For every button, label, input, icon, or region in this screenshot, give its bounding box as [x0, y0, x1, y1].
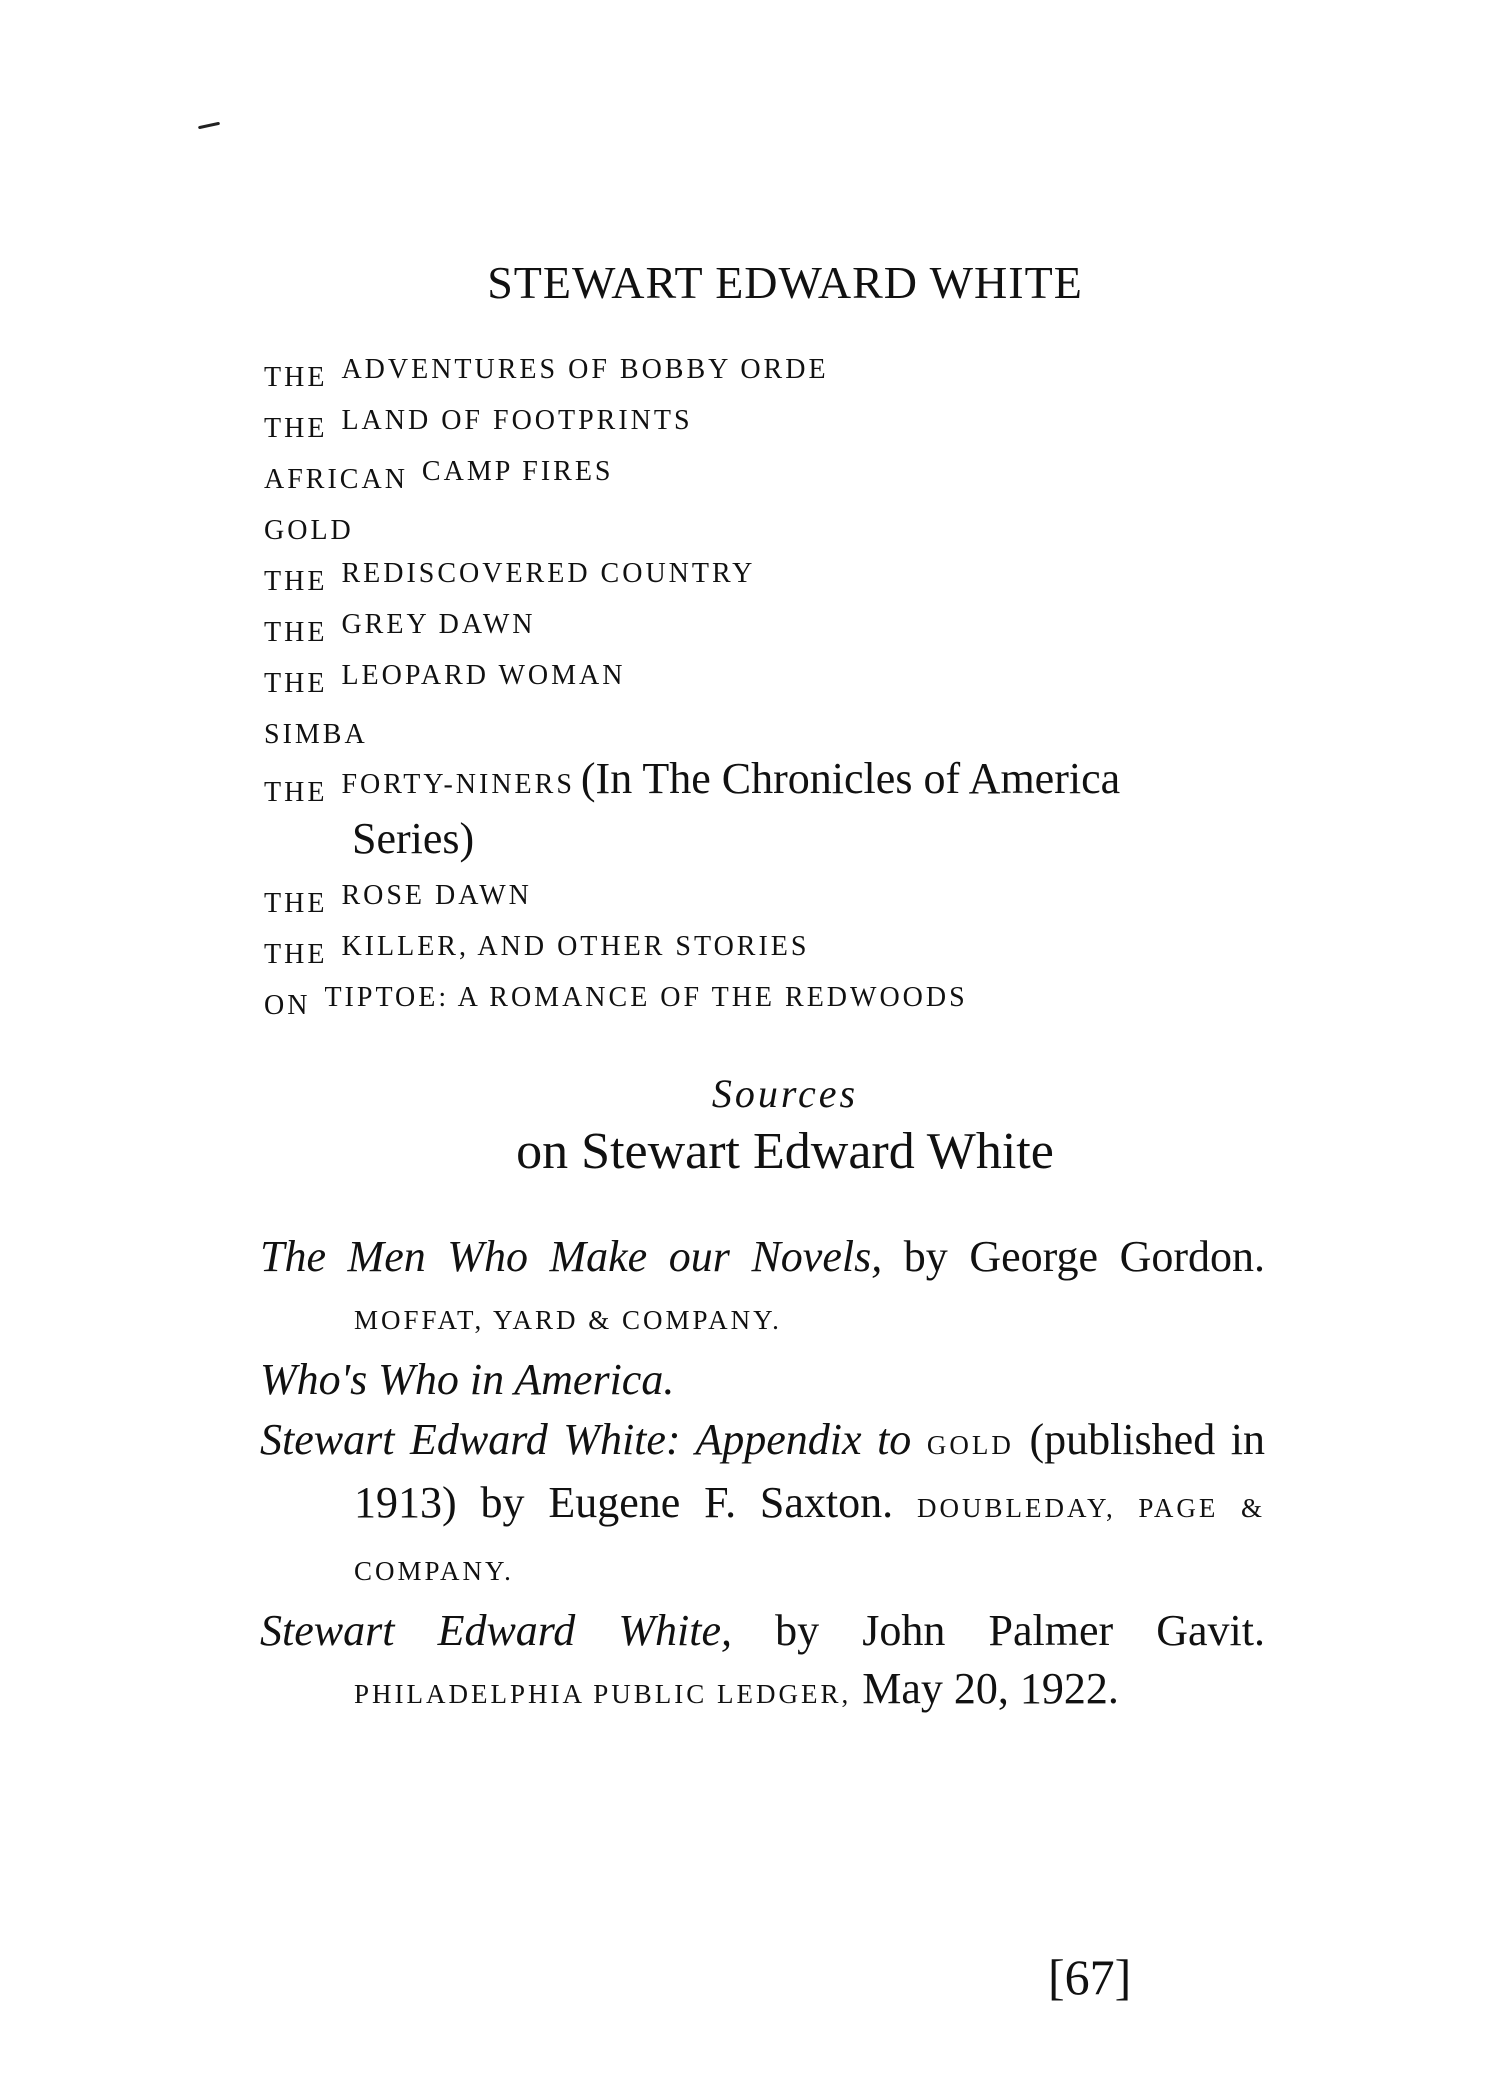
work-first-word: THE	[264, 413, 328, 444]
scan-speck	[198, 122, 220, 130]
work-item	[264, 870, 1284, 921]
reference-publisher: MOFFAT, YARD & COMPANY.	[354, 1305, 782, 1335]
reference-item	[260, 1411, 1265, 1600]
reference-work-title: GOLD	[926, 1430, 1014, 1460]
work-rest: FORTY-NINERS	[341, 769, 575, 800]
work-first-word: SIMBA	[264, 719, 368, 750]
work-rest: TIPTOE: A ROMANCE OF THE REDWOODS	[324, 982, 968, 1013]
reference-title: The Men Who Make our Novels,	[260, 1232, 883, 1281]
sources-title: on Stewart Edward White	[516, 1123, 1054, 1180]
work-item	[264, 972, 1284, 1023]
reference-title: Stewart Edward White: Appendix to	[260, 1415, 912, 1464]
reference-text: by George Gordon.	[882, 1232, 1266, 1281]
work-item	[264, 650, 1284, 701]
work-rest: GREY DAWN	[341, 609, 536, 640]
work-item	[264, 497, 1284, 548]
reference-item	[260, 1602, 1265, 1723]
work-rest: REDISCOVERED COUNTRY	[341, 558, 756, 589]
reference-date: May 20, 1922.	[851, 1664, 1119, 1713]
work-item	[264, 752, 1284, 866]
reference-title: Stewart Edward White,	[260, 1606, 733, 1655]
reference-text: (published in 1913) by Eugene F. Saxton.	[354, 1415, 1266, 1527]
works-list	[264, 344, 1284, 1023]
work-rest: LEOPARD WOMAN	[341, 660, 626, 691]
reference-publisher: PHILADELPHIA PUBLIC LEDGER,	[354, 1679, 852, 1709]
work-rest: ROSE DAWN	[341, 880, 532, 911]
reference-text: by John Palmer Gavit.	[732, 1606, 1265, 1655]
work-item	[264, 548, 1284, 599]
work-first-word: AFRICAN	[264, 464, 408, 495]
reference-publisher: DOUBLEDAY, PAGE & COMPANY.	[354, 1493, 1265, 1586]
work-first-word: THE	[264, 888, 328, 919]
work-note: (In The Chronicles of America	[580, 754, 1121, 803]
work-item	[264, 701, 1284, 752]
work-item	[264, 599, 1284, 650]
work-first-word: GOLD	[264, 515, 354, 546]
author-heading: STEWART EDWARD WHITE	[487, 257, 1083, 308]
sources-label: Sources	[711, 1071, 859, 1116]
work-rest: KILLER, AND OTHER STORIES	[341, 931, 810, 962]
work-item	[264, 395, 1284, 446]
work-rest: LAND OF FOOTPRINTS	[341, 405, 693, 436]
work-first-word: THE	[264, 777, 328, 808]
work-rest: CAMP FIRES	[421, 456, 614, 487]
references-list	[260, 1228, 1265, 1725]
work-first-word: THE	[264, 617, 328, 648]
work-first-word: THE	[264, 939, 328, 970]
page-number: [67]	[1048, 1949, 1132, 2005]
work-item	[264, 446, 1284, 497]
reference-title: Who's Who in America.	[260, 1355, 675, 1404]
work-note-continuation: Series)	[352, 814, 475, 863]
work-rest: ADVENTURES OF BOBBY ORDE	[341, 354, 829, 385]
work-first-word: THE	[264, 362, 328, 393]
reference-item	[260, 1351, 1265, 1409]
work-first-word: ON	[264, 990, 311, 1021]
work-first-word: THE	[264, 668, 328, 699]
work-first-word: THE	[264, 566, 328, 597]
work-item	[264, 921, 1284, 972]
reference-item	[260, 1228, 1265, 1349]
work-item	[264, 344, 1284, 395]
